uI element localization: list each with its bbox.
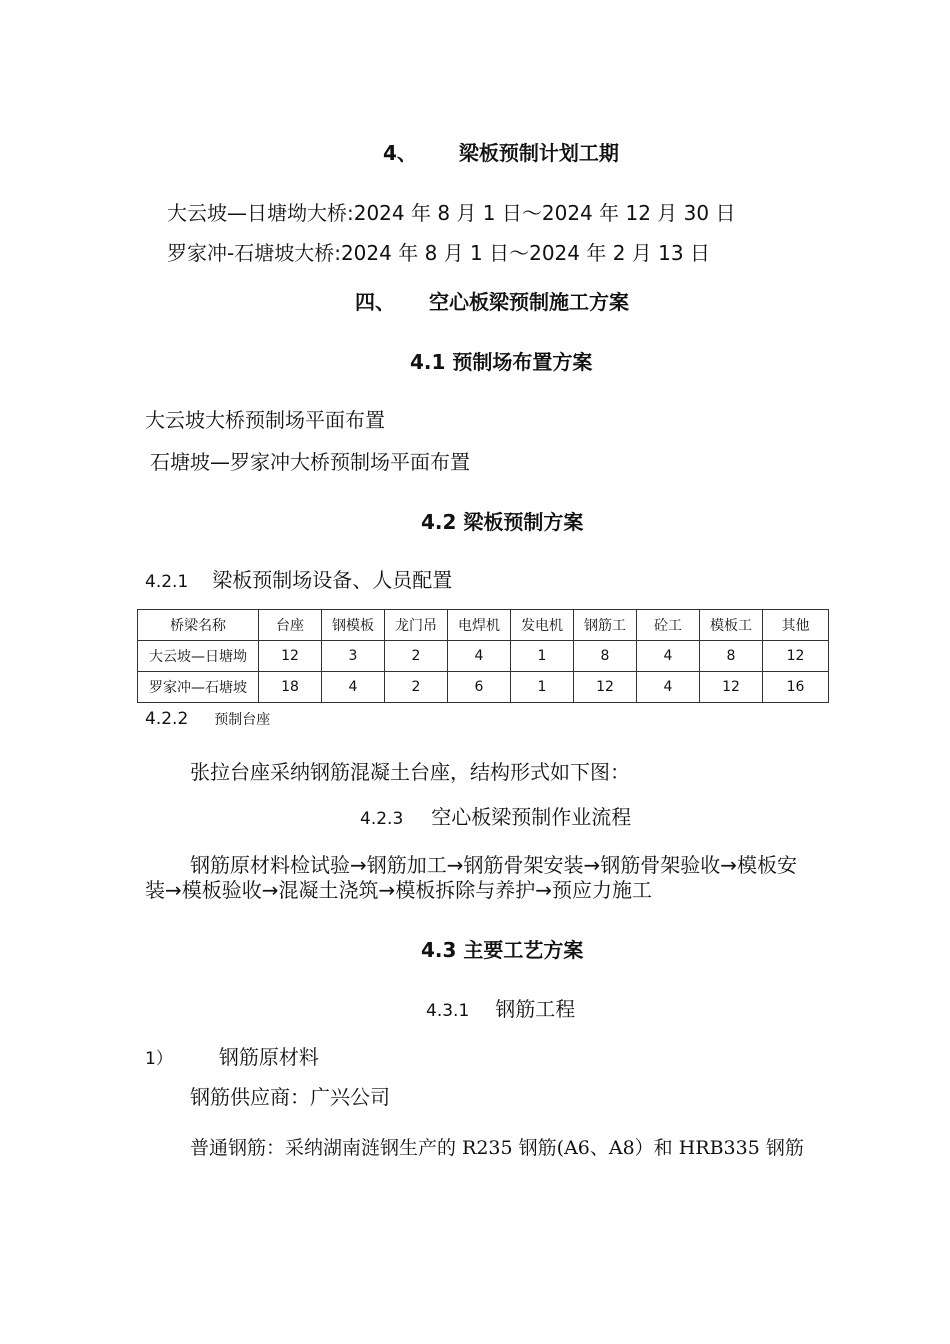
table-header-cell: 模板工 [700, 610, 763, 641]
subsection-number: 4.2.2 [145, 709, 189, 729]
table-cell: 2 [385, 641, 448, 672]
schedule-line-1: 大云坡—日塘坳大桥:2024 年 8 月 1 日～2024 年 12 月 30 日 [167, 201, 736, 225]
table-row [138, 672, 829, 703]
section-4-2-2-heading [145, 709, 270, 729]
subsection-number: 4.3.1 [426, 1001, 470, 1021]
table-cell: 1 [511, 672, 574, 703]
subsection-title: 空心板梁预制作业流程 [431, 805, 632, 829]
table-header-cell: 钢模板 [322, 610, 385, 641]
section-4-2-3-heading [360, 801, 631, 830]
section-4-heading [383, 137, 619, 166]
table-header-cell: 其他 [763, 610, 829, 641]
flow-line-2: 装→模板验收→混凝土浇筑→模板拆除与养护→预应力施工 [145, 878, 653, 902]
table-cell: 8 [574, 641, 637, 672]
table-cell: 4 [448, 641, 511, 672]
table-cell: 4 [322, 672, 385, 703]
section-4-3-heading: 4.3 主要工艺方案 [421, 938, 584, 962]
section-4-2-1-heading [145, 564, 452, 593]
table-header-cell: 电焊机 [448, 610, 511, 641]
chapter-number: 四、 [355, 290, 395, 314]
table-header-cell: 发电机 [511, 610, 574, 641]
table-header-cell: 龙门吊 [385, 610, 448, 641]
table-cell: 6 [448, 672, 511, 703]
table-cell: 16 [763, 672, 829, 703]
section-title: 梁板预制计划工期 [458, 141, 619, 165]
table-header-cell: 桥梁名称 [138, 610, 259, 641]
table-cell: 4 [637, 672, 700, 703]
item-1-heading [145, 1041, 319, 1070]
schedule-line-2: 罗家冲-石塘坡大桥:2024 年 8 月 1 日～2024 年 2 月 13 日 [167, 241, 710, 265]
section-4-3-1-heading [426, 993, 575, 1022]
flow-line-1: 钢筋原材料检试验→钢筋加工→钢筋骨架安装→钢筋骨架验收→模板安 [190, 853, 798, 877]
layout-item-2: 石塘坡—罗家冲大桥预制场平面布置 [150, 450, 470, 474]
subsection-title: 钢筋工程 [495, 997, 576, 1021]
section-number: 4、 [383, 141, 417, 165]
section-4-2-heading: 4.2 梁板预制方案 [421, 510, 584, 534]
chapter-title: 空心板梁预制施工方案 [429, 290, 629, 314]
layout-item-1: 大云坡大桥预制场平面布置 [145, 408, 385, 432]
table-cell: 3 [322, 641, 385, 672]
table-cell: 12 [259, 641, 322, 672]
config-table [137, 609, 829, 703]
subsection-title: 梁板预制场设备、人员配置 [212, 568, 453, 592]
table-cell: 12 [574, 672, 637, 703]
table-cell: 8 [700, 641, 763, 672]
table-cell: 大云坡—日塘坳 [138, 641, 259, 672]
table-header-cell: 台座 [259, 610, 322, 641]
item-title: 钢筋原材料 [218, 1045, 319, 1069]
subsection-number: 4.2.3 [360, 809, 404, 829]
table-cell: 2 [385, 672, 448, 703]
table-header-row [138, 610, 829, 641]
subsection-title: 预制台座 [214, 712, 271, 728]
rebar-text: 普通钢筋：采纳湖南涟钢生产的 R235 钢筋(A6、A8）和 HRB335 钢筋 [190, 1137, 804, 1159]
item-number: 1） [145, 1049, 173, 1069]
table-cell: 12 [700, 672, 763, 703]
chapter-heading [355, 286, 629, 315]
table-cell: 12 [763, 641, 829, 672]
table-cell: 4 [637, 641, 700, 672]
subsection-number: 4.2.1 [145, 572, 189, 592]
pedestal-text: 张拉台座采纳钢筋混凝土台座，结构形式如下图： [190, 760, 630, 784]
table-cell: 罗家冲—石塘坡 [138, 672, 259, 703]
table-cell: 1 [511, 641, 574, 672]
table-header-cell: 砼工 [637, 610, 700, 641]
section-4-1-heading: 4.1 预制场布置方案 [410, 350, 593, 374]
table-cell: 18 [259, 672, 322, 703]
table-header-cell: 钢筋工 [574, 610, 637, 641]
table-row [138, 641, 829, 672]
supplier-text: 钢筋供应商：广兴公司 [190, 1085, 390, 1109]
